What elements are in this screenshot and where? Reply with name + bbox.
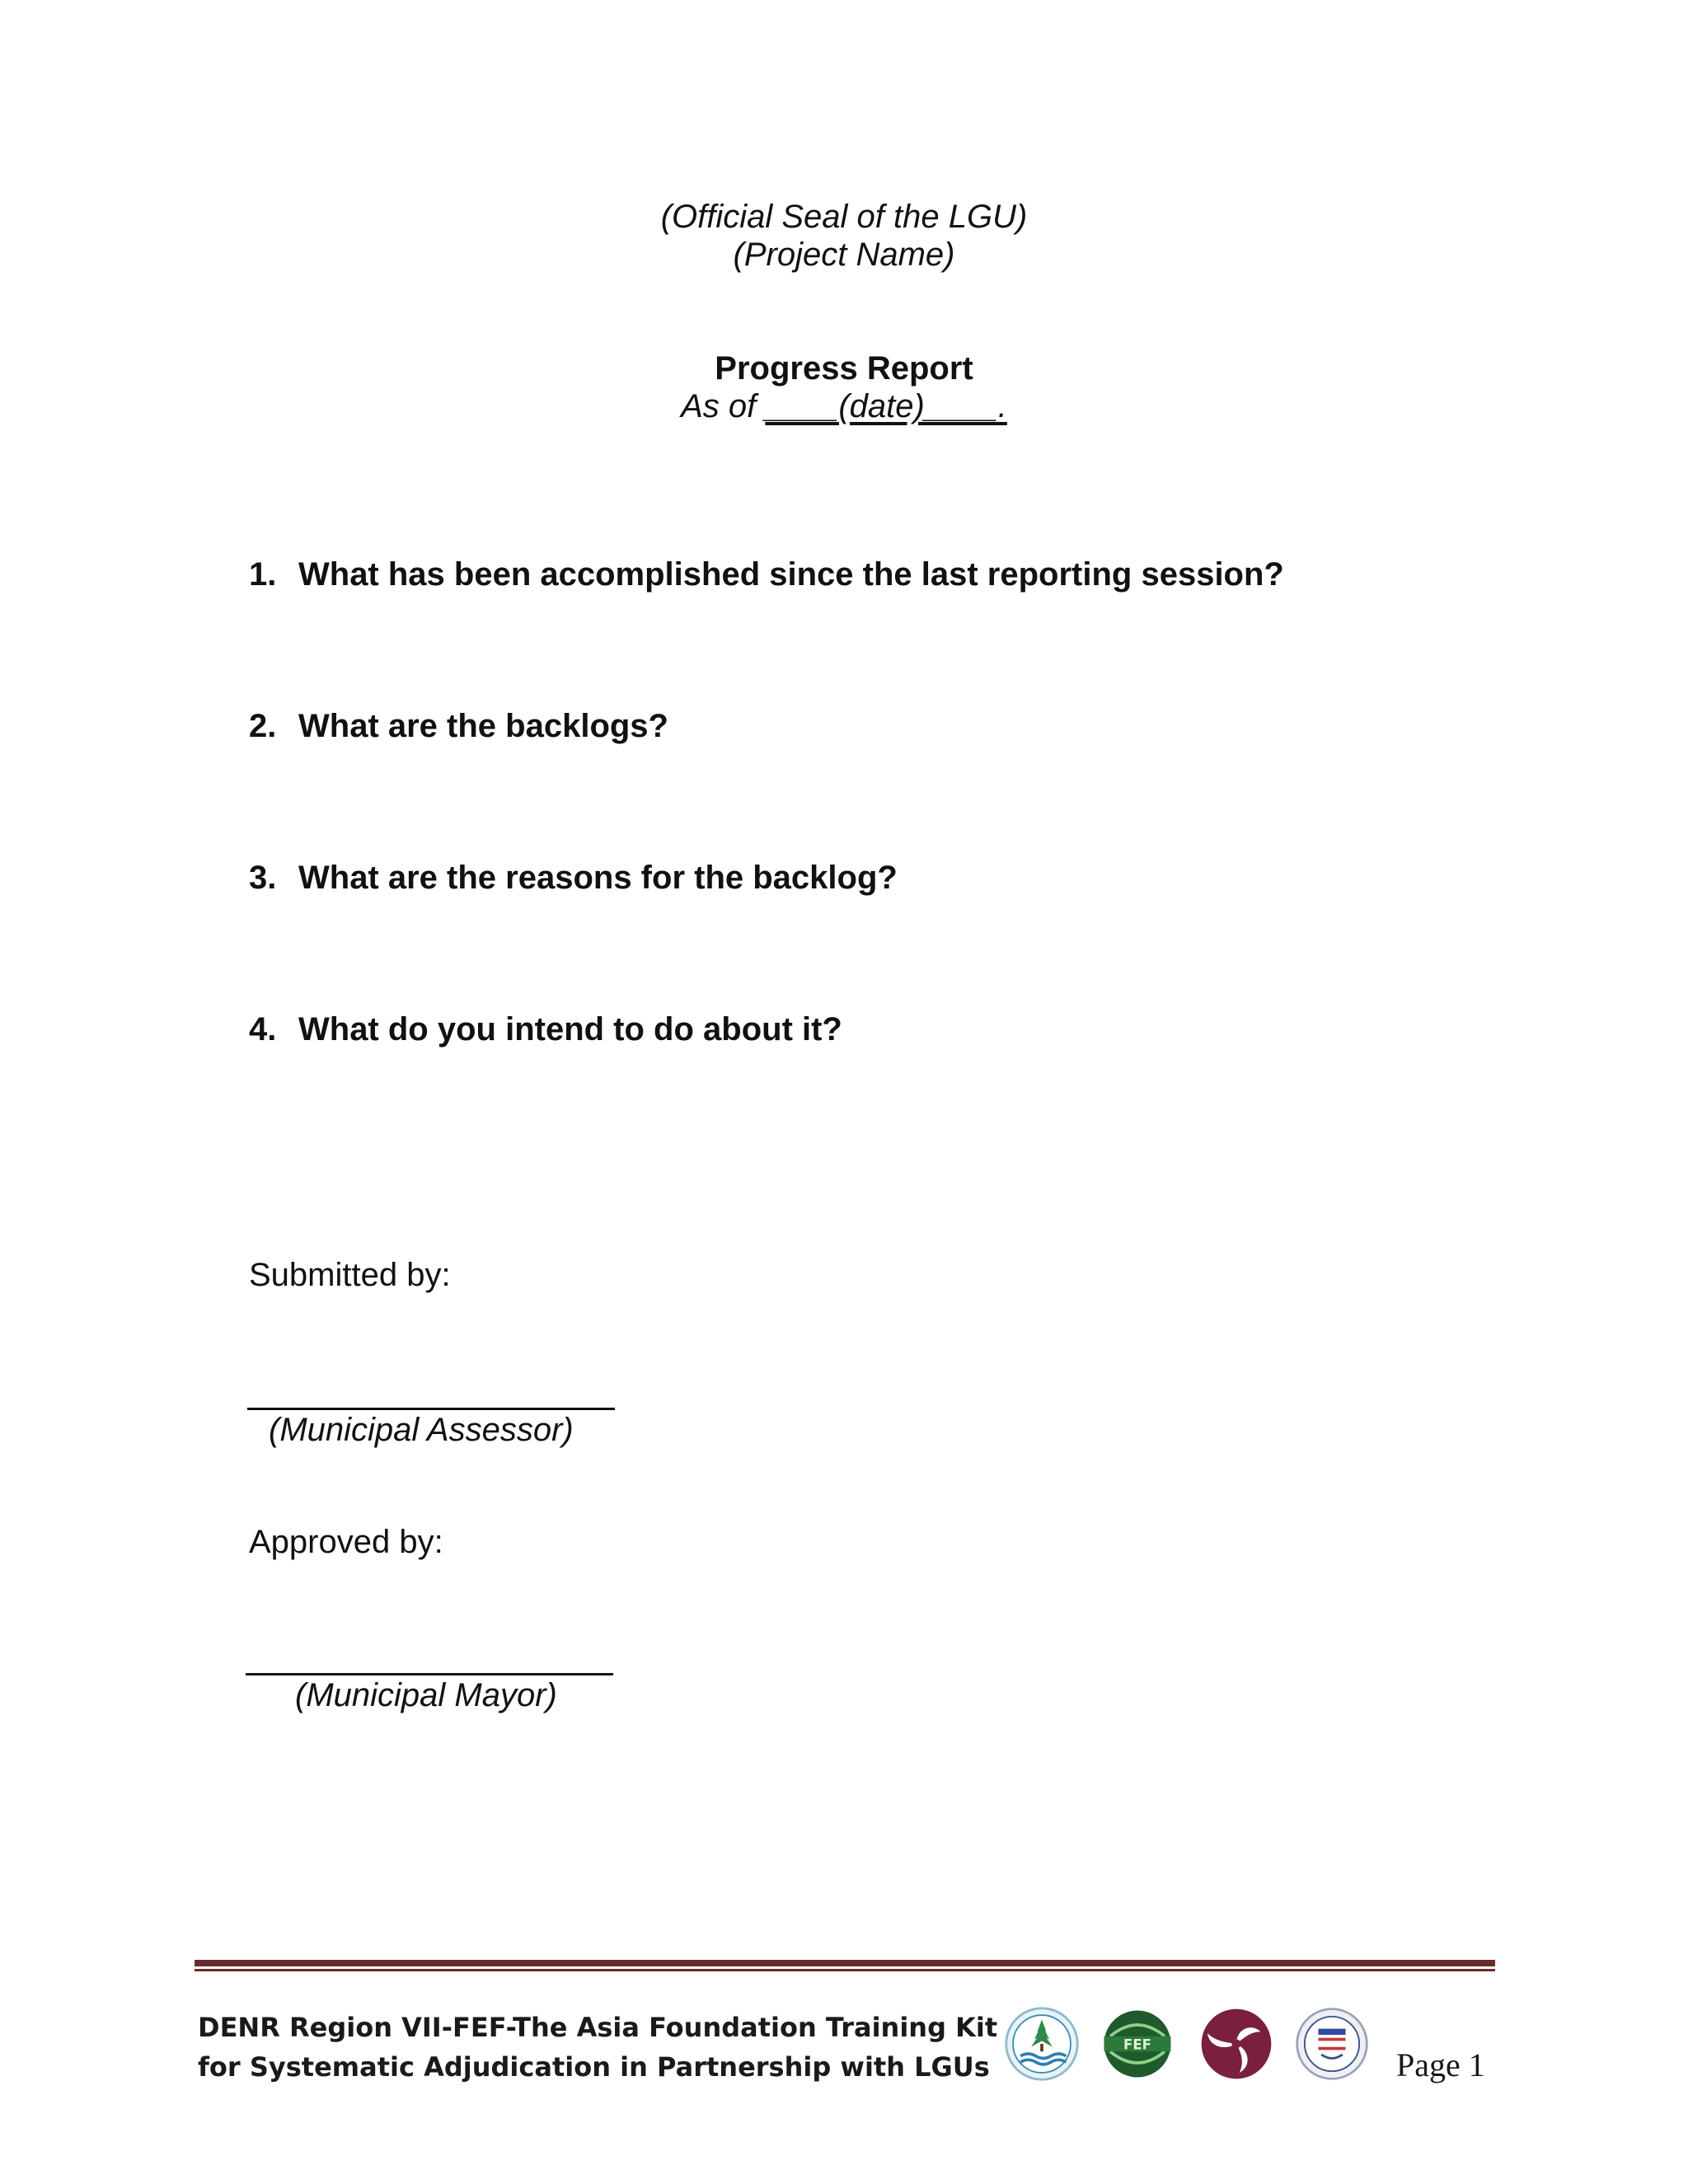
approved-by-label: Approved by: xyxy=(249,1524,443,1560)
fef-logo-icon xyxy=(1100,2006,1175,2082)
mayor-signature-line xyxy=(246,1673,613,1675)
question-3 xyxy=(249,859,898,897)
question-text: What are the reasons for the backlog? xyxy=(298,860,898,896)
question-number: 1. xyxy=(249,556,277,593)
assessor-role-caption: (Municipal Assessor) xyxy=(269,1412,574,1448)
footer-rule-thin xyxy=(195,1969,1495,1971)
question-number: 4. xyxy=(249,1011,277,1047)
footer-rule-thick xyxy=(195,1960,1495,1966)
mayor-role-caption: (Municipal Mayor) xyxy=(295,1677,557,1713)
question-number: 2. xyxy=(249,708,277,744)
question-text: What has been accomplished since the last reporting session? xyxy=(298,556,1284,593)
question-number: 3. xyxy=(249,860,277,896)
as-of-prefix: As of xyxy=(681,388,766,424)
asia-foundation-logo-icon xyxy=(1198,2006,1274,2082)
footer-caption xyxy=(198,2008,997,2087)
question-2 xyxy=(249,707,668,745)
footer-line-1: DENR Region VII-FEF-The Asia Foundation Training Kit xyxy=(198,2012,998,2043)
denr-seal-icon xyxy=(1004,2006,1080,2082)
official-seal-placeholder: (Official Seal of the LGU) xyxy=(660,199,1028,235)
as-of-line xyxy=(0,387,1688,425)
question-4 xyxy=(249,1010,842,1048)
page-number: Page 1 xyxy=(1396,2046,1485,2083)
assessor-signature-line xyxy=(247,1408,615,1410)
submitted-by-label: Submitted by: xyxy=(249,1257,451,1293)
question-text: What are the backlogs? xyxy=(298,708,668,744)
question-text: What do you intend to do about it? xyxy=(298,1011,842,1047)
footer-line-2: for Systematic Adjudication in Partnership with LGUs xyxy=(198,2051,990,2083)
report-title: Progress Report xyxy=(715,350,973,387)
question-1 xyxy=(249,555,1284,593)
project-name-placeholder: (Project Name) xyxy=(733,237,955,273)
svg-text:FEF: FEF xyxy=(1123,2036,1151,2053)
usaid-seal-icon xyxy=(1294,2006,1370,2082)
date-field: ____(date)____. xyxy=(765,388,1007,424)
